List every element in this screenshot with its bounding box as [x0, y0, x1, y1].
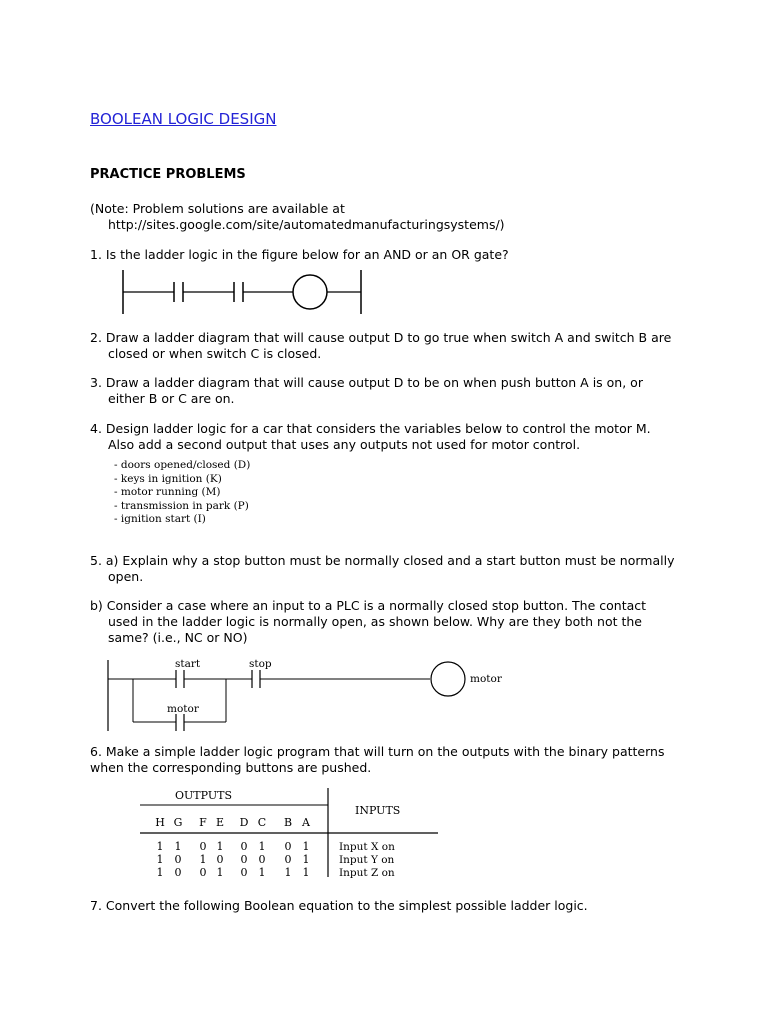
motor-coil [431, 662, 465, 696]
table-rows [157, 840, 396, 879]
column-header-d: D [239, 816, 249, 829]
column-header-h: H [155, 816, 165, 829]
table-cell: 0 [240, 866, 248, 879]
problem-7 [90, 898, 588, 914]
ladder-diagram-and [120, 268, 370, 318]
table-row [157, 853, 395, 866]
document-title[interactable]: BOOLEAN LOGIC DESIGN [90, 110, 277, 128]
motor-contact-label: motor [167, 703, 199, 715]
list-item: - motor running (M) [114, 486, 221, 498]
start-label: start [175, 658, 201, 670]
table-cell-input: Input Y on [339, 854, 395, 866]
table-cell: 1 [156, 853, 164, 866]
problem-4 [90, 421, 651, 453]
table-cell: 1 [156, 840, 164, 853]
table-cell-input: Input X on [339, 841, 395, 853]
table-row [157, 866, 395, 879]
table-cell: 1 [302, 853, 310, 866]
table-cell: 0 [240, 853, 248, 866]
problem-2 [90, 330, 671, 362]
table-cell: 1 [199, 853, 207, 866]
table-cell: 0 [199, 866, 207, 879]
list-item: - doors opened/closed (D) [114, 459, 251, 471]
column-header-e: E [215, 816, 225, 829]
table-cell: 0 [284, 840, 292, 853]
table-cell: 1 [174, 840, 182, 853]
problem-1 [90, 247, 509, 263]
table-cell: 0 [199, 840, 207, 853]
output-coil [293, 275, 327, 309]
section-heading: PRACTICE PROBLEMS [90, 167, 246, 182]
list-item: - keys in ignition (K) [114, 472, 222, 485]
truth-table [140, 783, 440, 881]
problem-3-line-2: either B or C are on. [108, 391, 235, 406]
table-cell: 1 [156, 866, 164, 879]
problem-5a-line-2: open. [108, 569, 144, 584]
table-cell: 1 [216, 840, 224, 853]
variable-list [114, 459, 250, 527]
table-cell: 1 [258, 866, 266, 879]
outputs-header: OUTPUTS [175, 789, 232, 802]
table-row [157, 840, 396, 853]
problem-5a-line-1: 5. a) Explain why a stop button must be normally closed and a start button must be normally [90, 553, 675, 568]
column-header-b: B [283, 816, 293, 829]
problem-2-line-2: closed or when switch C is closed. [108, 346, 322, 361]
problem-5b [90, 598, 646, 646]
inputs-header: INPUTS [355, 804, 401, 817]
problem-3 [90, 375, 643, 407]
problem-4-line-2: Also add a second output that uses any outputs not used for motor control. [108, 437, 581, 452]
problem-5b-line-1: b) Consider a case where an input to a PLC is a normally closed stop button. The contact [90, 598, 647, 613]
table-cell: 0 [258, 853, 266, 866]
problem-5b-line-3: same? (i.e., NC or NO) [108, 630, 248, 645]
problem-4-line-1: 4. Design ladder logic for a car that considers the variables below to control the motor M. [90, 421, 651, 436]
problem-5a [90, 553, 674, 585]
table-cell: 1 [284, 866, 292, 879]
column-header-c: C [257, 816, 267, 829]
stop-label: stop [249, 658, 272, 670]
problem-5b-line-2: used in the ladder logic is normally open, as shown below. Why are they both not the [108, 614, 642, 629]
problem-3-line-1: 3. Draw a ladder diagram that will cause output D to be on when push button A is on, or [90, 375, 643, 390]
problem-6 [90, 744, 664, 776]
table-cell: 0 [240, 840, 248, 853]
list-item: - transmission in park (P) [114, 499, 249, 512]
table-cell: 0 [284, 853, 292, 866]
table-cell: 0 [174, 866, 182, 879]
problem-2-line-1: 2. Draw a ladder diagram that will cause output D to go true when switch A and switch B are [90, 330, 672, 345]
note-line-1: (Note: Problem solutions are available at [90, 201, 345, 216]
motor-output-label: motor [470, 673, 502, 685]
column-header-a: A [302, 816, 310, 829]
table-cell: 1 [216, 866, 224, 879]
column-header-f: F [199, 816, 207, 829]
table-cell: 1 [258, 840, 266, 853]
problem-6-line-1: 6. Make a simple ladder logic program that will turn on the outputs with the binary patterns [90, 744, 665, 759]
problem-1-text: 1. Is the ladder logic in the figure below for an AND or an OR gate? [90, 247, 509, 262]
table-cell: 0 [174, 853, 182, 866]
table-cell: 1 [302, 840, 310, 853]
table-cell: 0 [216, 853, 224, 866]
problem-7-text: 7. Convert the following Boolean equation to the simplest possible ladder logic. [90, 898, 588, 913]
note-line-2: http://sites.google.com/site/automatedmanufacturingsystems/) [108, 217, 505, 232]
table-cell-input: Input Z on [339, 867, 395, 879]
note [90, 201, 505, 233]
ladder-diagram-start-stop [100, 655, 520, 735]
column-header-g: G [173, 816, 183, 829]
problem-6-line-2: when the corresponding buttons are pushed. [90, 760, 372, 775]
table-cell: 1 [302, 866, 310, 879]
list-item: - ignition start (I) [114, 513, 206, 525]
column-headers [155, 816, 311, 829]
